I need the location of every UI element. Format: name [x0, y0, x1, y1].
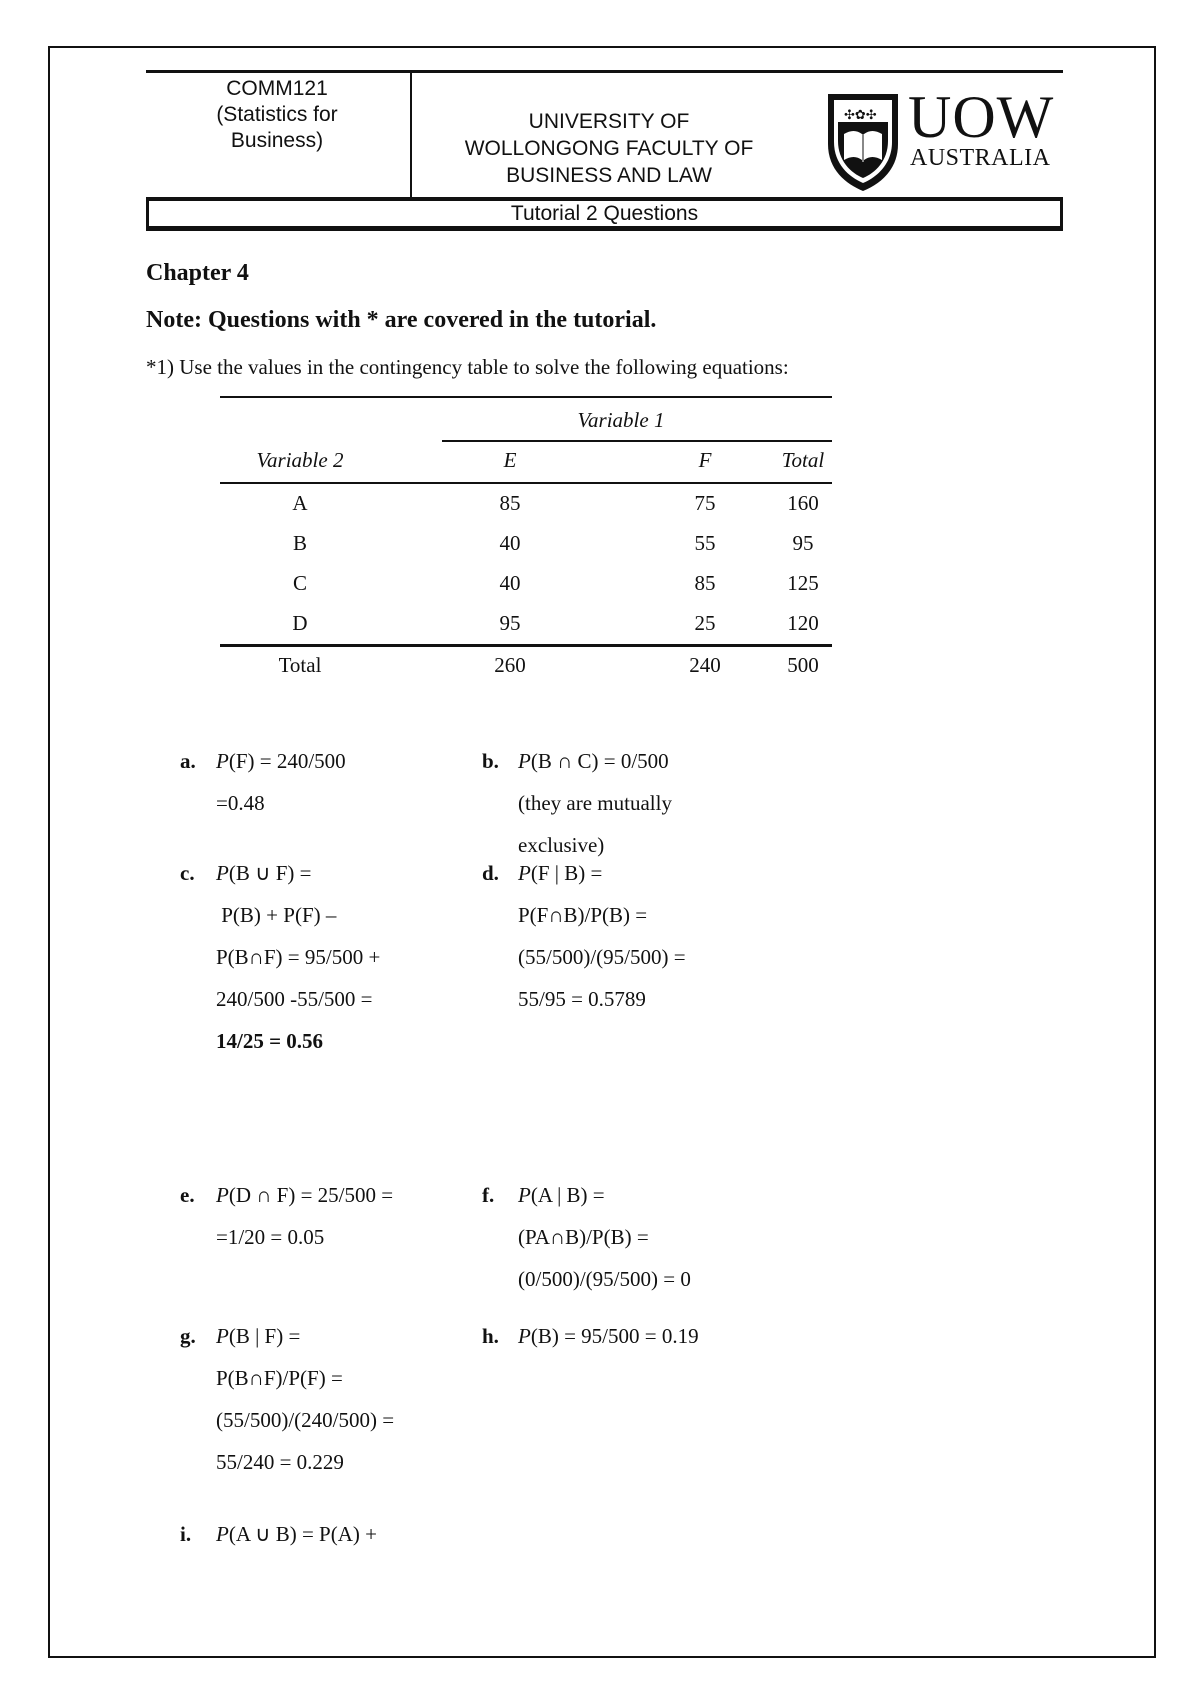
answer-line: P(B ∩ C) = 0/500 — [518, 749, 669, 773]
cell-f: 55 — [694, 531, 716, 555]
row-label: A — [292, 491, 308, 515]
probability-symbol: P — [216, 749, 229, 773]
faculty-line3: BUSINESS AND LAW — [506, 164, 712, 187]
answer-line: P(F) = 240/500 — [216, 749, 346, 773]
logo-wordmark: UOW — [908, 84, 1055, 150]
title-band — [146, 197, 1063, 231]
answer-line: P(D ∩ F) = 25/500 = — [216, 1183, 394, 1207]
header-divider — [410, 73, 412, 197]
probability-symbol: P — [518, 749, 531, 773]
probability-symbol: P — [216, 1522, 229, 1546]
row-label: D — [292, 611, 308, 635]
answer-line: (0/500)/(95/500) = 0 — [518, 1267, 691, 1291]
answer-line: exclusive) — [518, 833, 605, 857]
answer-line: 55/95 = 0.5789 — [518, 987, 646, 1011]
answer-label: e. — [180, 1183, 195, 1207]
answer-line: P(A | B) = — [518, 1183, 605, 1207]
answer-line: P(B∩F) = 95/500 + — [216, 945, 381, 969]
university-crest-icon — [824, 90, 902, 194]
answer-line: (55/500)/(95/500) = — [518, 945, 686, 969]
answer-label: i. — [180, 1522, 192, 1546]
answer-label: f. — [482, 1183, 495, 1207]
answer-label: g. — [180, 1324, 196, 1348]
header-top-rule — [146, 70, 1063, 73]
faculty-title — [414, 108, 804, 189]
cell-total: 160 — [787, 491, 819, 515]
answer-line: =1/20 = 0.05 — [216, 1225, 325, 1249]
answer-line: P(B ∪ F) = — [216, 861, 312, 885]
cell-e: 40 — [499, 531, 521, 555]
answer-line: (they are mutually — [518, 791, 672, 815]
answer-line: P(B∩F)/P(F) = — [216, 1366, 343, 1390]
answer-label: b. — [482, 749, 499, 773]
table-top-rule — [220, 396, 832, 398]
tutorial-title: Tutorial 2 Questions — [510, 202, 699, 225]
answer-line: P(F | B) = — [518, 861, 603, 885]
answer-line: (55/500)/(240/500) = — [216, 1408, 395, 1432]
contingency-table — [220, 396, 832, 686]
total-e: 260 — [494, 653, 526, 677]
answer-line: P(A ∪ B) = P(A) + — [216, 1522, 377, 1546]
answer-label: h. — [482, 1324, 499, 1348]
course-title — [146, 76, 408, 154]
course-name-line2: Business) — [230, 129, 324, 152]
variable1-header: Variable 1 — [577, 408, 665, 432]
probability-symbol: P — [518, 1324, 531, 1348]
header-bottom-rule — [220, 482, 832, 484]
variable2-header: Variable 2 — [256, 448, 344, 472]
cell-e: 95 — [499, 611, 521, 635]
answer-result: 14/25 = 0.56 — [216, 1029, 324, 1053]
probability-symbol: P — [216, 861, 229, 885]
probability-symbol: P — [518, 1183, 531, 1207]
cell-total: 120 — [787, 611, 819, 635]
cell-f: 85 — [694, 571, 716, 595]
answer-line: =0.48 — [216, 791, 265, 815]
row-label: B — [292, 531, 307, 555]
cell-e: 85 — [499, 491, 521, 515]
row-label: C — [292, 571, 307, 595]
column-total-header: Total — [781, 448, 825, 472]
probability-symbol: P — [216, 1324, 229, 1348]
answer-line: 55/240 = 0.229 — [216, 1450, 344, 1474]
faculty-line2: WOLLONGONG FACULTY OF — [464, 137, 754, 160]
answer-line: P(B) + P(F) – — [216, 903, 337, 927]
answer-line: P(B) = 95/500 = 0.19 — [518, 1324, 699, 1348]
probability-symbol: P — [518, 861, 531, 885]
column-f-header: F — [698, 448, 712, 472]
question-1: *1) Use the values in the contingency table to solve the following equations: — [146, 355, 789, 379]
variable1-rule — [442, 440, 832, 442]
answer-line: P(B | F) = — [216, 1324, 301, 1348]
cell-f: 25 — [694, 611, 716, 635]
answer-label: d. — [482, 861, 499, 885]
course-name-line1: (Statistics for — [216, 103, 338, 126]
faculty-line1: UNIVERSITY OF — [528, 110, 690, 133]
cell-f: 75 — [694, 491, 716, 515]
probability-symbol: P — [216, 1183, 229, 1207]
cell-total: 95 — [792, 531, 814, 555]
total-f: 240 — [689, 653, 721, 677]
answer-label: c. — [180, 861, 195, 885]
answer-label: a. — [180, 749, 196, 773]
answer-line: P(F∩B)/P(B) = — [518, 903, 648, 927]
uow-logo — [824, 84, 1064, 194]
cell-total: 125 — [787, 571, 819, 595]
logo-subtitle: AUSTRALIA — [910, 145, 1051, 171]
answer-line: (PA∩B)/P(B) = — [518, 1225, 649, 1249]
cell-e: 40 — [499, 571, 521, 595]
tutorial-note: Note: Questions with * are covered in the tutorial. — [146, 307, 657, 333]
svg-text:✣✿✣: ✣✿✣ — [844, 108, 877, 123]
total-rule — [220, 644, 832, 647]
answer-line: 240/500 -55/500 = — [216, 987, 373, 1011]
grand-total: 500 — [787, 653, 819, 677]
course-code: COMM121 — [226, 77, 328, 100]
chapter-heading: Chapter 4 — [146, 260, 249, 286]
column-e-header: E — [503, 448, 517, 472]
total-label: Total — [278, 653, 322, 677]
